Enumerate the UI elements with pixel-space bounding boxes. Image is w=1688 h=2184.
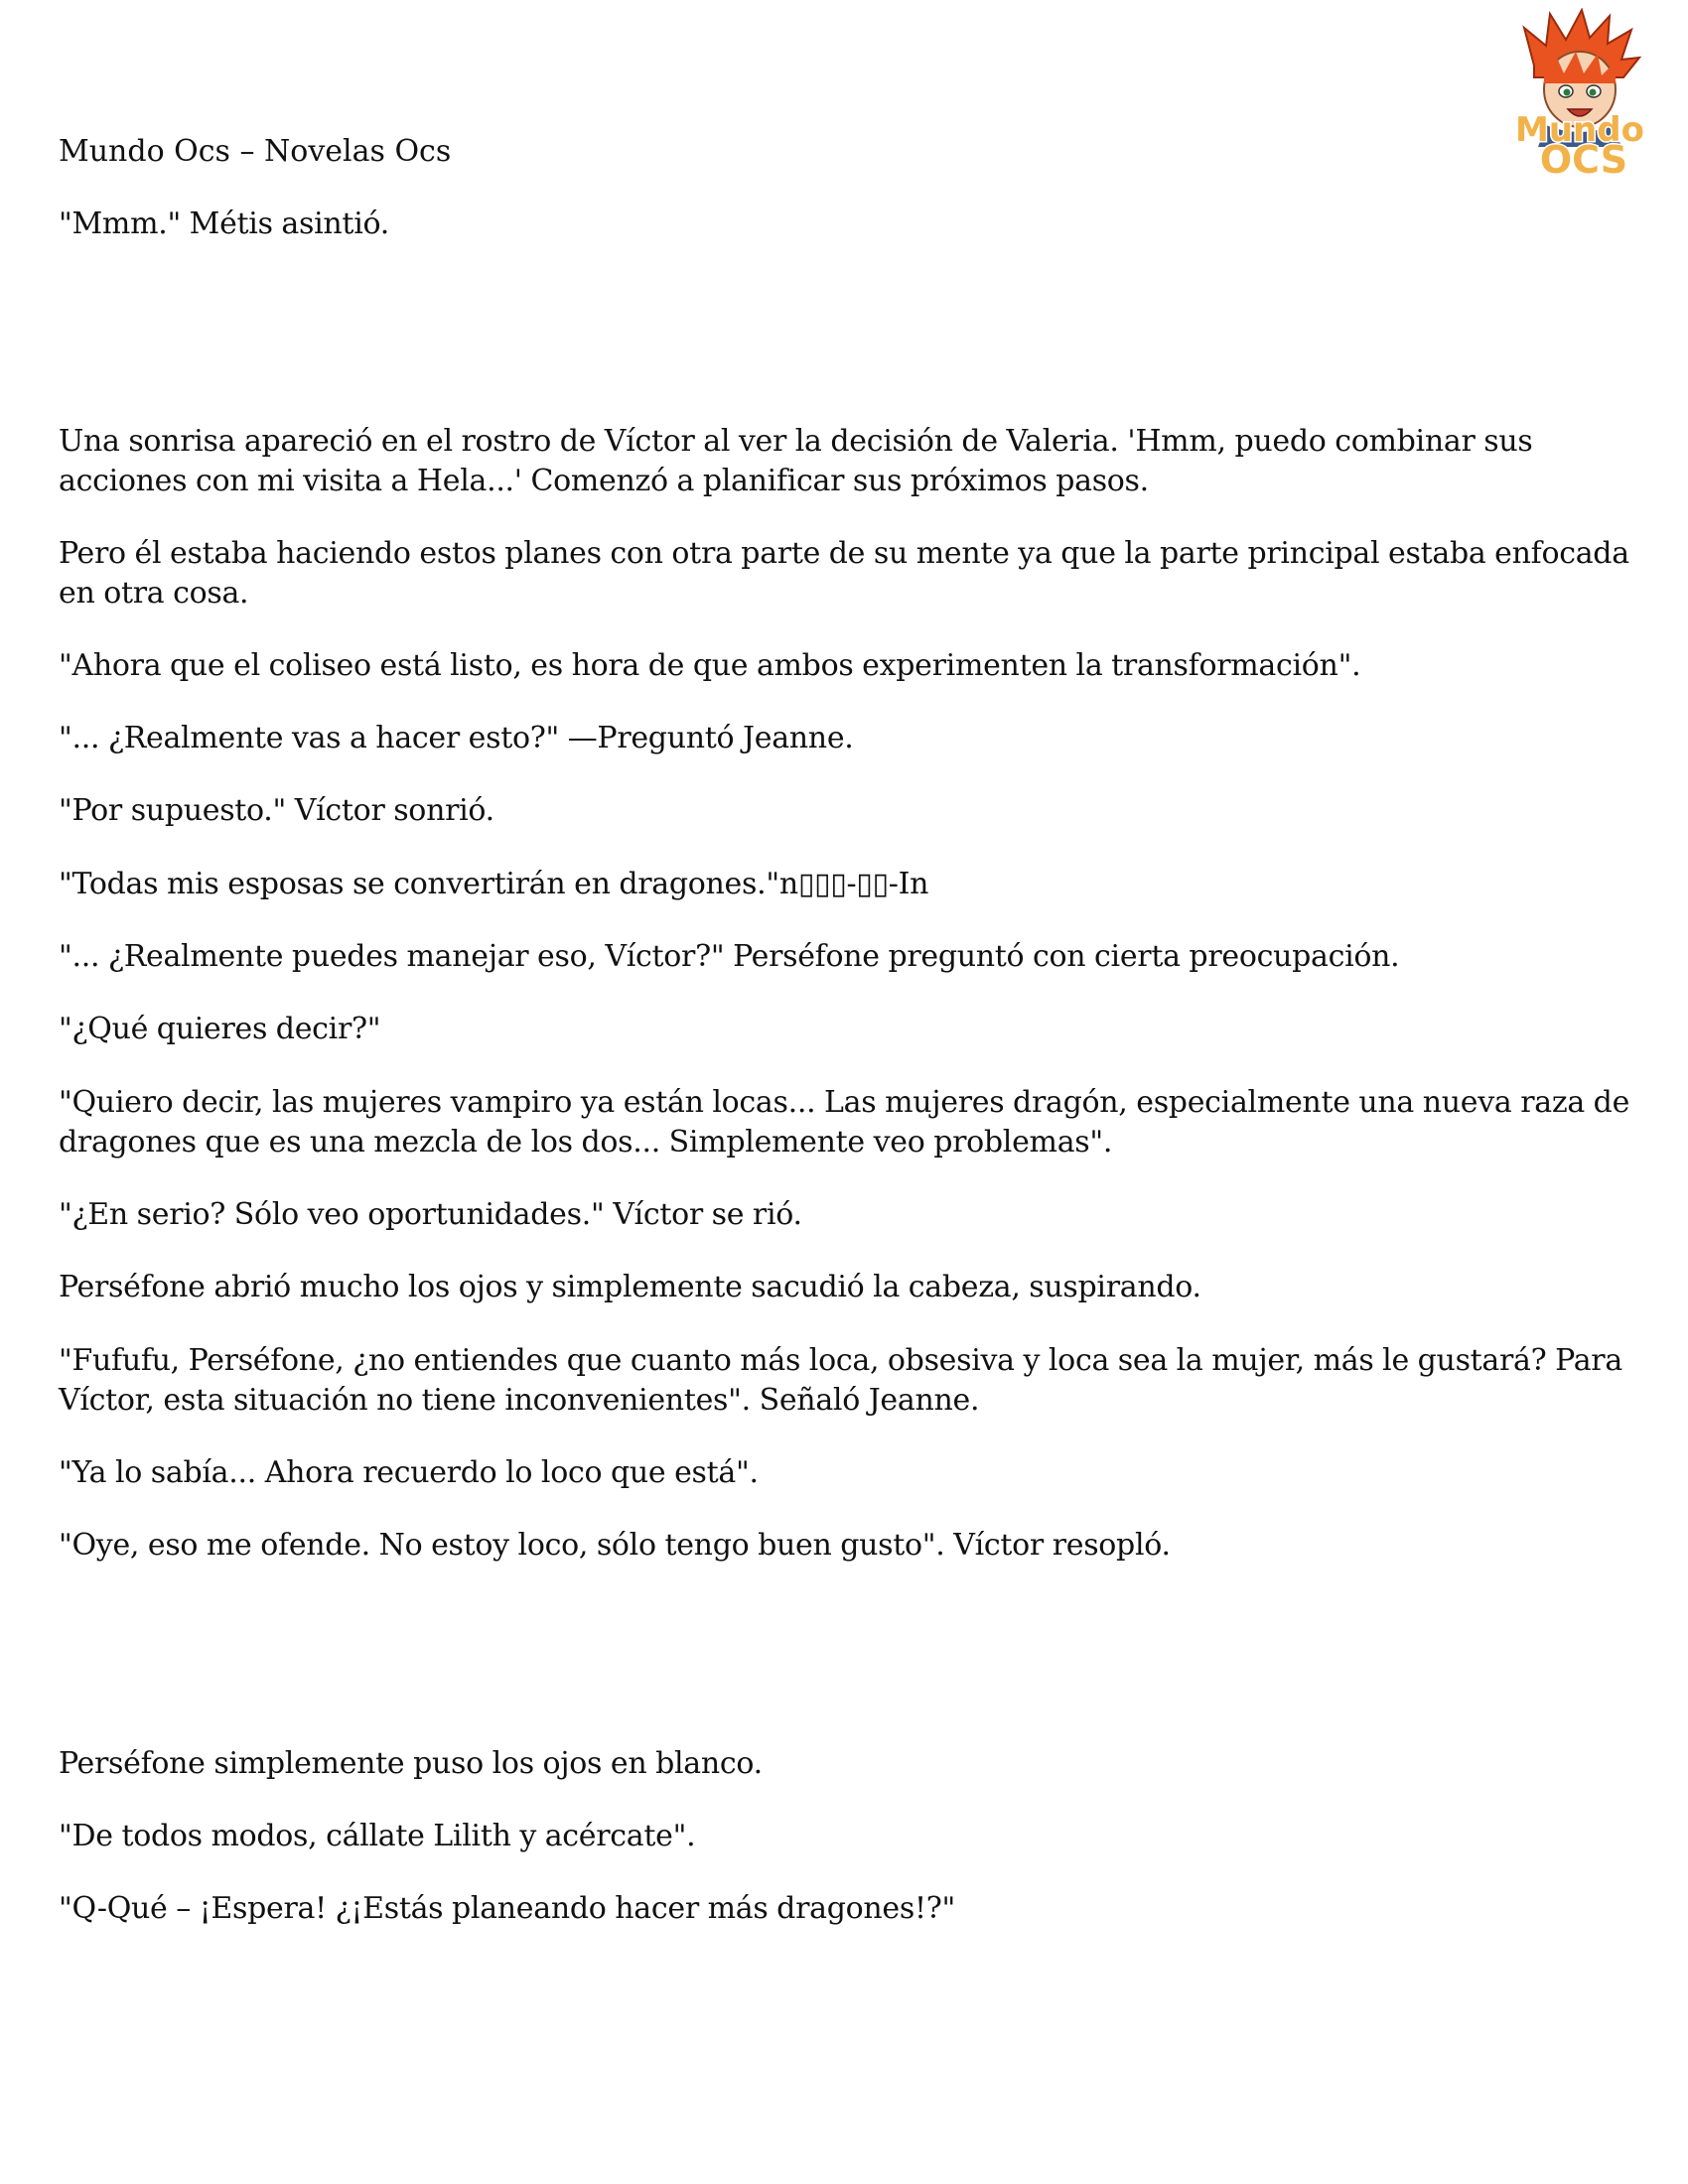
paragraph: "Por supuesto." Víctor sonrió. [59,793,494,828]
paragraph: "Quiero decir, las mujeres vampiro ya están locas... Las mujeres dragón, especialmente una nueva raza de dragones que es una mezcla de los dos... Simplemente veo problemas". [59,1085,1630,1160]
paragraph: Perséfone simplemente puso los ojos en blanco. [59,1746,763,1781]
paragraph: "... ¿Realmente puedes manejar eso, Víctor?" Perséfone preguntó con cierta preocupación. [59,939,1400,974]
paragraph: "Q-Qué – ¡Espera! ¿¡Estás planeando hacer más dragones!?" [59,1891,955,1926]
paragraph: "¿Qué quieres decir?" [59,1012,381,1046]
paragraph: Pero él estaba haciendo estos planes con otra parte de su mente ya que la parte principal estaba enfocada en otra cosa. [59,536,1629,611]
paragraph: "De todos modos, cállate Lilith y acércate". [59,1819,696,1853]
paragraph: "Fufufu, Perséfone, ¿no entiendes que cuanto más loca, obsesiva y loca sea la mujer, más le gustará? Para Víctor, esta situación no tiene inconvenientes". Señaló Jeanne. [59,1343,1622,1418]
paragraph: "Todas mis esposas se convertirán en dragones."n▯▯▯-▯▯-In [59,867,929,901]
paragraph: Perséfone abrió mucho los ojos y simplemente sacudió la cabeza, suspirando. [59,1270,1201,1304]
logo-text-bottom: OCS [1539,138,1628,182]
page-header-title: Mundo Ocs – Novelas Ocs [59,134,452,169]
paragraph: "... ¿Realmente vas a hacer esto?" —Preguntó Jeanne. [59,721,854,755]
paragraph: "Ya lo sabía... Ahora recuerdo lo loco que está". [59,1455,759,1490]
paragraph: "Ahora que el coliseo está listo, es hora de que ambos experimenten la transformación". [59,648,1361,683]
mundo-ocs-logo [1494,8,1663,182]
paragraph: "¿En serio? Sólo veo oportunidades." Víctor se rió. [59,1197,802,1232]
paragraph: "Mmm." Métis asintió. [59,206,389,241]
logo-text-top: Mundo [1515,110,1644,150]
paragraph: "Oye, eso me ofende. No estoy loco, sólo tengo buen gusto". Víctor resopló. [59,1528,1171,1563]
paragraph: Una sonrisa apareció en el rostro de Víctor al ver la decisión de Valeria. 'Hmm, puedo combinar sus acciones con mi visita a Hela...' Comenzó a planificar sus próximos pasos. [59,424,1533,498]
